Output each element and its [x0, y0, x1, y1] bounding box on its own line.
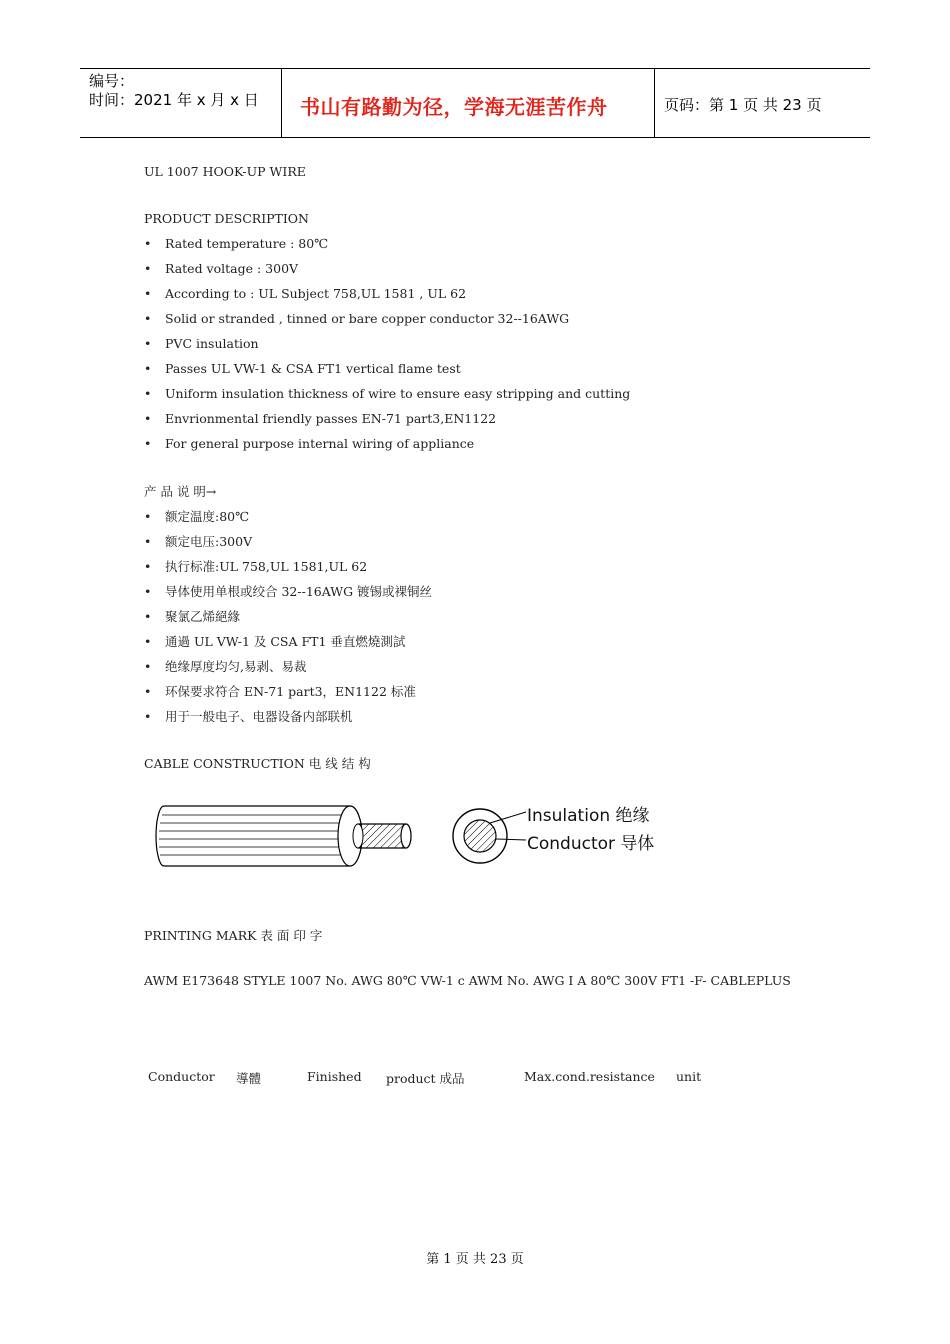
serial-label: 编号： [89, 72, 135, 90]
list-item-text: 额定温度:80℃ [165, 509, 250, 524]
list-item-text: 额定电压:300V [165, 534, 253, 549]
list-item [144, 707, 353, 725]
conductor-label: Conductor 导体 [527, 834, 655, 854]
bullet-marker: • [144, 709, 152, 724]
list-item-text: 导体使用单根或绞合 32--16AWG 镀锡或裸铜丝 [165, 584, 433, 599]
list-item [144, 557, 367, 575]
list-item [144, 361, 461, 376]
list-item [144, 436, 474, 451]
list-item-text: 执行标准:UL 758,UL 1581,UL 62 [165, 559, 368, 574]
cable-construction-heading: CABLE CONSTRUCTION 电 线 结 构 [144, 756, 371, 771]
bullet-marker: • [144, 361, 152, 376]
bullet-marker: • [144, 336, 152, 351]
bullet-marker: • [144, 411, 152, 426]
bullet-marker: • [144, 286, 152, 301]
printing-mark-text: AWM E173648 STYLE 1007 No. AWG 80℃ VW-1 c AWM No. AWG I A 80℃ 300V FT1 -F- CABLEPLUS [144, 973, 791, 988]
list-item [144, 532, 252, 550]
bullet-marker: • [144, 261, 152, 276]
bullet-marker: • [144, 559, 152, 574]
list-item-text: 环保要求符合 EN-71 part3，EN1122 标准 [165, 684, 416, 699]
motto-text: 书山有路勤为径，学海无涯苦作舟 [300, 95, 608, 119]
page-footer: 第 1 页 共 23 页 [426, 1252, 524, 1267]
list-item [144, 236, 328, 251]
list-item-text: Solid or stranded , tinned or bare copper conductor 32--16AWG [165, 311, 570, 326]
list-item-text: Uniform insulation thickness of wire to ensure easy stripping and cutting [165, 386, 631, 401]
list-item [144, 507, 249, 525]
bullet-marker: • [144, 584, 152, 599]
bullet-marker: • [144, 436, 152, 451]
list-item-text: PVC insulation [165, 336, 259, 351]
bullet-marker: • [144, 236, 152, 251]
list-item [144, 411, 496, 426]
list-item [144, 386, 630, 401]
bullet-marker: • [144, 311, 152, 326]
table-header-product: product 成品 [386, 1071, 465, 1086]
list-item [144, 336, 259, 351]
list-item-text: 绝缘厚度均匀,易剥、易裁 [165, 659, 307, 674]
bullet-marker: • [144, 684, 152, 699]
bullet-marker: • [144, 386, 152, 401]
cable-side-view [156, 806, 411, 866]
date-label: 时间：2021 年 x 月 x 日 [89, 91, 259, 109]
list-item-text: Envrionmental friendly passes EN-71 part3,EN1122 [165, 411, 497, 426]
table-header-unit: unit [676, 1069, 702, 1084]
product-description-cn-heading: 产 品 说 明→ [144, 484, 217, 499]
bullet-marker: • [144, 659, 152, 674]
list-item-text: 聚氯乙烯絕緣 [165, 609, 241, 624]
list-item-text: According to : UL Subject 758,UL 1581 , UL 62 [165, 286, 467, 301]
printing-mark-heading: PRINTING MARK 表 面 印 字 [144, 928, 323, 943]
document-title: UL 1007 HOOK-UP WIRE [144, 164, 306, 179]
list-item [144, 582, 432, 600]
bullet-marker: • [144, 634, 152, 649]
list-item-text: For general purpose internal wiring of appliance [165, 436, 475, 451]
list-item-text: Rated voltage : 300V [165, 261, 299, 276]
table-header-resistance: Max.cond.resistance [524, 1069, 655, 1084]
header-page-cell [655, 69, 870, 137]
list-item [144, 261, 298, 276]
list-item [144, 286, 466, 301]
cable-construction-diagram [150, 795, 670, 875]
table-header-conductor: Conductor [148, 1069, 215, 1084]
table-header-conductor-cn: 導體 [236, 1071, 262, 1086]
list-item-text: Passes UL VW-1 & CSA FT1 vertical flame test [165, 361, 461, 376]
bullet-marker: • [144, 609, 152, 624]
list-item [144, 657, 306, 675]
list-item [144, 682, 416, 700]
bullet-marker: • [144, 509, 152, 524]
insulation-label: Insulation 绝缘 [527, 806, 650, 826]
product-description-heading: PRODUCT DESCRIPTION [144, 211, 309, 226]
header-motto-cell [282, 69, 655, 137]
bullet-marker: • [144, 534, 152, 549]
page-header [80, 68, 870, 138]
list-item-text: Rated temperature : 80℃ [165, 236, 329, 251]
table-header-finished: Finished [307, 1069, 362, 1084]
header-meta-cell [80, 69, 282, 137]
list-item [144, 632, 405, 650]
page-info: 页码：第 1 页 共 23 页 [664, 96, 822, 114]
list-item [144, 311, 569, 326]
cable-cross-section [453, 809, 526, 863]
list-item-text: 通過 UL VW-1 及 CSA FT1 垂直燃燒測試 [165, 634, 406, 649]
list-item-text: 用于一般电子、电器设备内部联机 [165, 709, 353, 724]
list-item [144, 607, 240, 625]
